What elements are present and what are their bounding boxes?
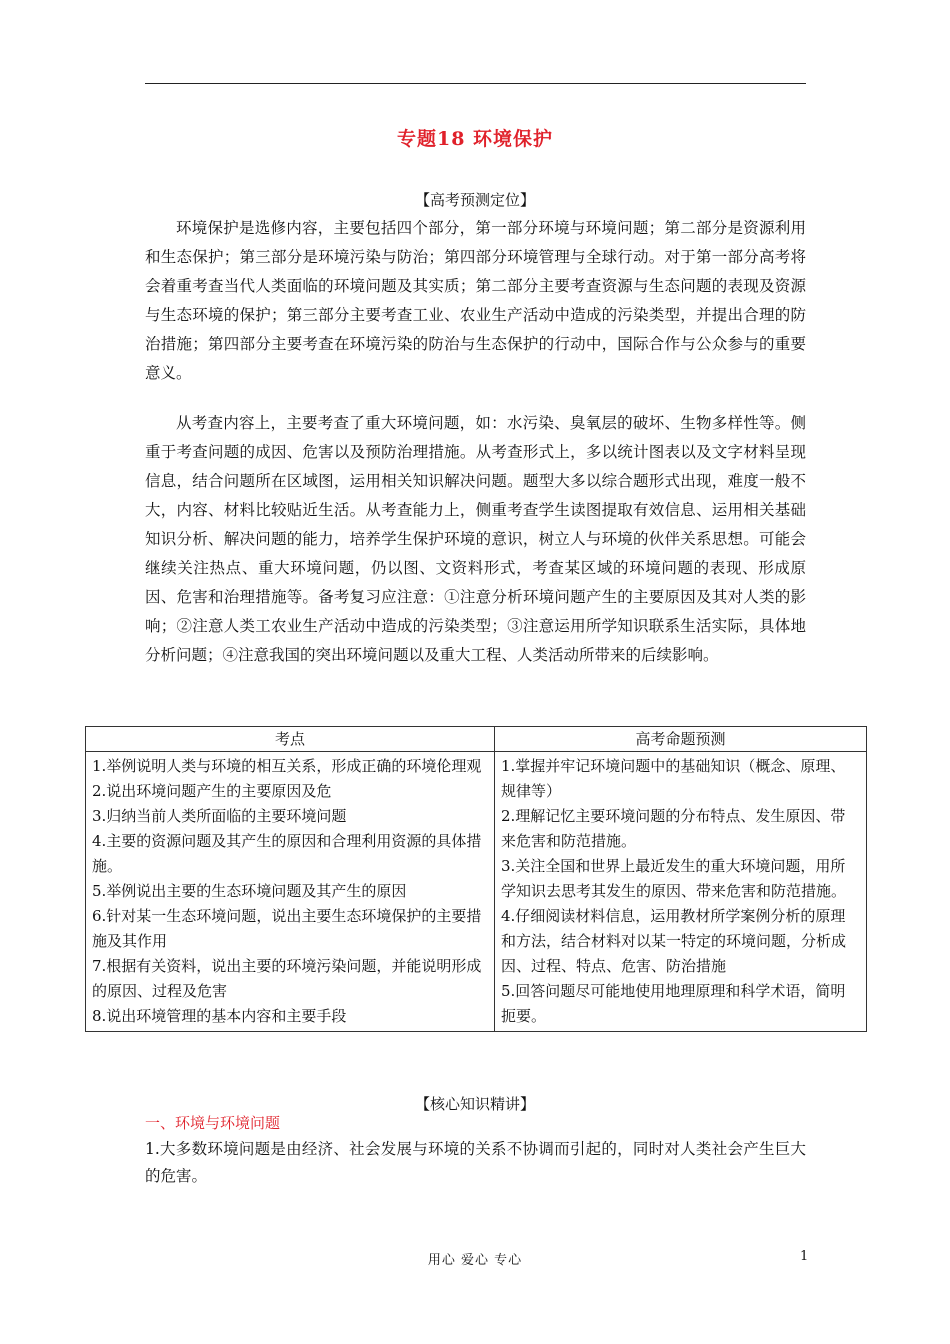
exam-point-item: 3.归纳当前人类所面临的主要环境问题 xyxy=(92,807,347,825)
core-paragraph-1: 1.大多数环境问题是由经济、社会发展与环境的关系不协调而引起的，同时对人类社会产生巨大的危害。 xyxy=(145,1140,806,1185)
intro-paragraph-1: 环境保护是选修内容，主要包括四个部分，第一部分环境与环境问题；第二部分是资源利用和生态保护；第三部分是环境污染与防治；第四部分环境管理与全球行动。对于第一部分高考将会着重考查当代人类面临的环境问题及其实质；第二部分主要考查资源与生态问题的表现及资源与生态环境的保护；第三部分主要考查工业、农业生产活动中造成的污染类型，并提出合理的防治措施；第四部分主要考查在环境污染的防治与生态保护的行动中，国际合作与公众参与的重要意义。 xyxy=(145,219,806,382)
intro-paragraph-2: 从考查内容上，主要考查了重大环境问题，如：水污染、臭氧层的破坏、生物多样性等。侧重于考查问题的成因、危害以及预防治理措施。从考查形式上，多以统计图表以及文字材料呈现信息，结合问题所在区域图，运用相关知识解决问题。题型大多以综合题形式出现，难度一般不大，内容、材料比较贴近生活。从考查能力上，侧重考查学生读图提取有效信息、运用相关基础知识分析、解决问题的能力，培养学生保护环境的意识，树立人与环境的伙伴关系思想。可能会继续关注热点、重大环境问题，仍以图、文资料形式，考查某区域的环境问题的表现、形成原因、危害和治理措施等。备考复习应注意：①注意分析环境问题产生的主要原因及其对人类的影响；②注意人类工农业生产活动中造成的污染类型；③注意运用所学知识联系生活实际，具体地分析问题；④注意我国的突出环境问题以及重大工程、人类活动所带来的后续影响。 xyxy=(145,414,806,664)
table-header-forecast: 高考命题预测 xyxy=(495,727,867,752)
exam-point-item: 6.针对某一生态环境问题，说出主要生态环境保护的主要措施及其作用 xyxy=(92,907,482,950)
table-header-row xyxy=(86,727,867,752)
forecast-item: 5.回答问题尽可能地使用地理原理和科学术语，简明扼要。 xyxy=(501,982,846,1025)
forecast-item: 2.理解记忆主要环境问题的分布特点、发生原因、带来危害和防范措施。 xyxy=(501,807,846,850)
table-header-exam-points: 考点 xyxy=(86,727,495,752)
exam-points-cell xyxy=(86,752,495,1032)
forecast-item: 4.仔细阅读材料信息，运用教材所学案例分析的原理和方法，结合材料对以某一特定的环境问题，分析成因、过程、特点、危害、防治措施 xyxy=(501,907,847,975)
table-row xyxy=(86,752,867,1032)
header-rule xyxy=(145,83,806,84)
footer-text: 用心 爱心 专心 xyxy=(427,1253,523,1268)
exam-point-item: 7.根据有关资料，说出主要的环境污染问题，并能说明形成的原因、过程及危害 xyxy=(92,957,482,1000)
exam-points-table xyxy=(85,726,867,1032)
forecast-cell xyxy=(495,752,867,1032)
section-heading-core-knowledge: 【核心知识精讲】 xyxy=(414,1095,535,1113)
exam-point-item: 1.举例说明人类与环境的相互关系，形成正确的环境伦理观 xyxy=(92,757,482,775)
section-heading-forecast: 【高考预测定位】 xyxy=(414,191,535,209)
page-number: 1 xyxy=(800,1249,809,1264)
subsection-heading: 一、环境与环境问题 xyxy=(145,1114,281,1132)
exam-point-item: 2.说出环境问题产生的主要原因及危 xyxy=(92,782,332,800)
exam-point-item: 4.主要的资源问题及其产生的原因和合理利用资源的具体措施。 xyxy=(92,832,482,875)
page-title: 专题18 环境保护 xyxy=(396,128,554,150)
forecast-item: 3.关注全国和世界上最近发生的重大环境问题，用所学知识去思考其发生的原因、带来危害和防范措施。 xyxy=(501,857,847,900)
forecast-item: 1.掌握并牢记环境问题中的基础知识（概念、原理、规律等） xyxy=(501,757,846,800)
exam-point-item: 5.举例说出主要的生态环境问题及其产生的原因 xyxy=(92,882,407,900)
exam-point-item: 8.说出环境管理的基本内容和主要手段 xyxy=(92,1007,347,1025)
